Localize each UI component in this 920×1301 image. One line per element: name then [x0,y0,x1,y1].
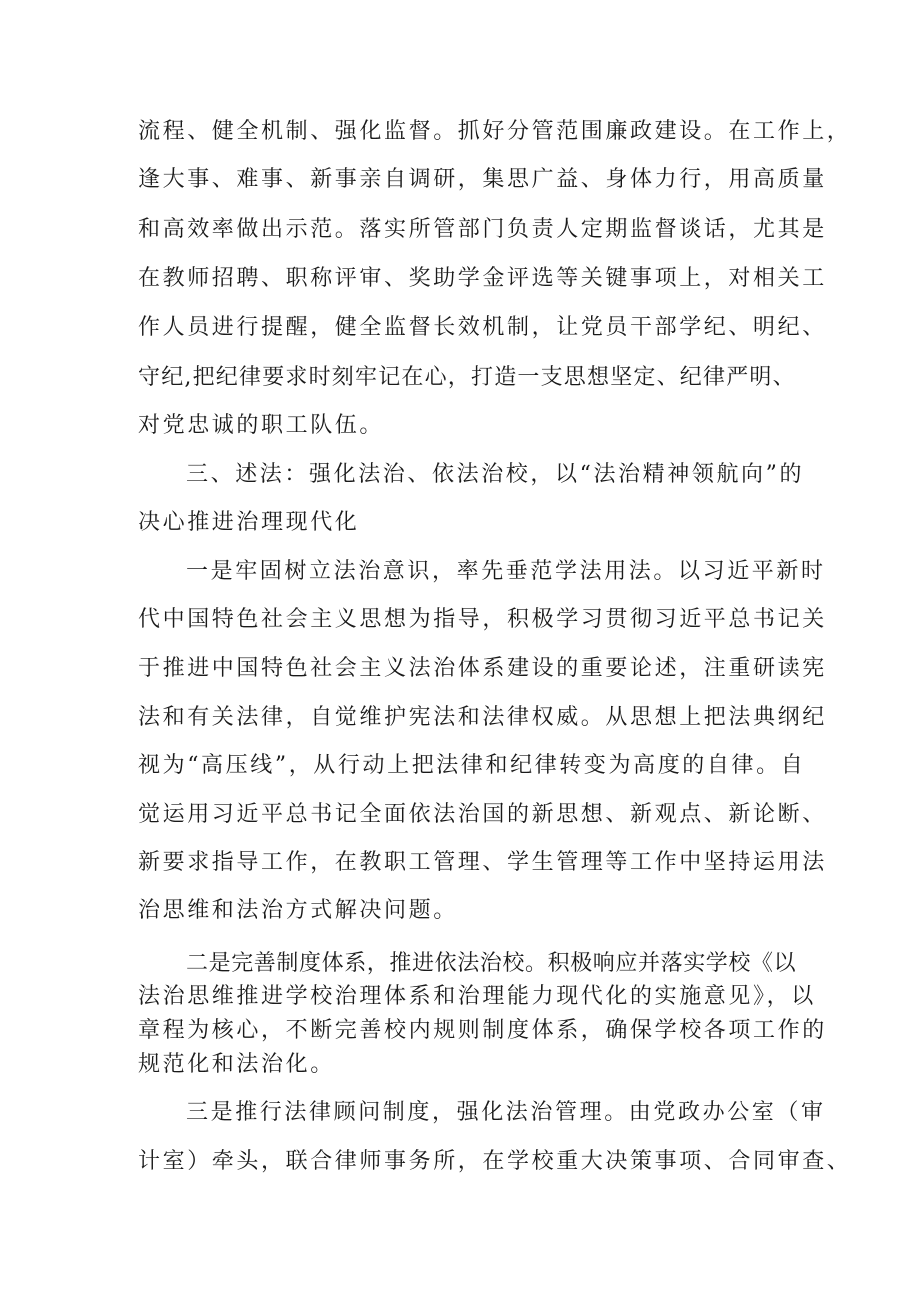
section-heading: 三、述法：强化法治、依法治校，以“法治精神领航向”的 [186,462,805,487]
text-line: 法治思维推进学校治理体系和治理能力现代化的实施意见》，以 [138,984,816,1009]
text-line: 治思维和法治方式解决问题。 [138,898,458,923]
text-line: 法和有关法律，自觉维护宪法和法律权威。从思想上把法典纲纪 [138,705,827,730]
text-line: 守纪,把纪律要求时刻牢记在心，打造一支思想坚定、纪律严明、 [138,365,796,390]
text-line: 于推进中国特色社会主义法治体系建设的重要论述，注重研读宪 [138,656,827,681]
text-line: 作人员进行提醒，健全监督长效机制，让党员干部学纪、明纪、 [138,315,827,340]
section-heading-continuation: 决心推进治理现代化 [138,510,360,535]
text-line: 代中国特色社会主义思想为指导，积极学习贯彻习近平总书记关 [138,607,827,632]
text-line: 章程为核心，不断完善校内规则制度体系，确保学校各项工作的 [138,1018,827,1043]
text-line: 对党忠诚的职工队伍。 [138,413,385,438]
text-line: 流程、健全机制、强化监督。抓好分管范围廉政建设。在工作上， [138,119,852,144]
text-line: 二是完善制度体系，推进依法治校。积极响应并落实学校《以 [186,951,797,976]
text-line: 新要求指导工作，在教职工管理、学生管理等工作中坚持运用法 [138,850,827,875]
text-line: 计室）牵头，联合律师事务所，在学校重大决策事项、合同审查、 [138,1149,852,1174]
text-line: 和高效率做出示范。落实所管部门负责人定期监督谈话，尤其是 [138,217,827,242]
text-line: 规范化和法治化。 [138,1052,335,1077]
text-line: 觉运用习近平总书记全面依法治国的新思想、新观点、新论断、 [138,802,827,827]
text-line: 逢大事、难事、新事亲自调研，集思广益、身体力行，用高质量 [138,167,827,192]
text-line: 在教师招聘、职称评审、奖助学金评选等关键事项上，对相关工 [138,266,827,291]
text-line: 一是牢固树立法治意识，率先垂范学法用法。以习近平新时 [186,559,826,584]
text-line: 视为“高压线”，从行动上把法律和纪律转变为高度的自律。自 [138,753,806,778]
text-line: 三是推行法律顾问制度，强化法治管理。由党政办公室（审 [186,1100,826,1125]
